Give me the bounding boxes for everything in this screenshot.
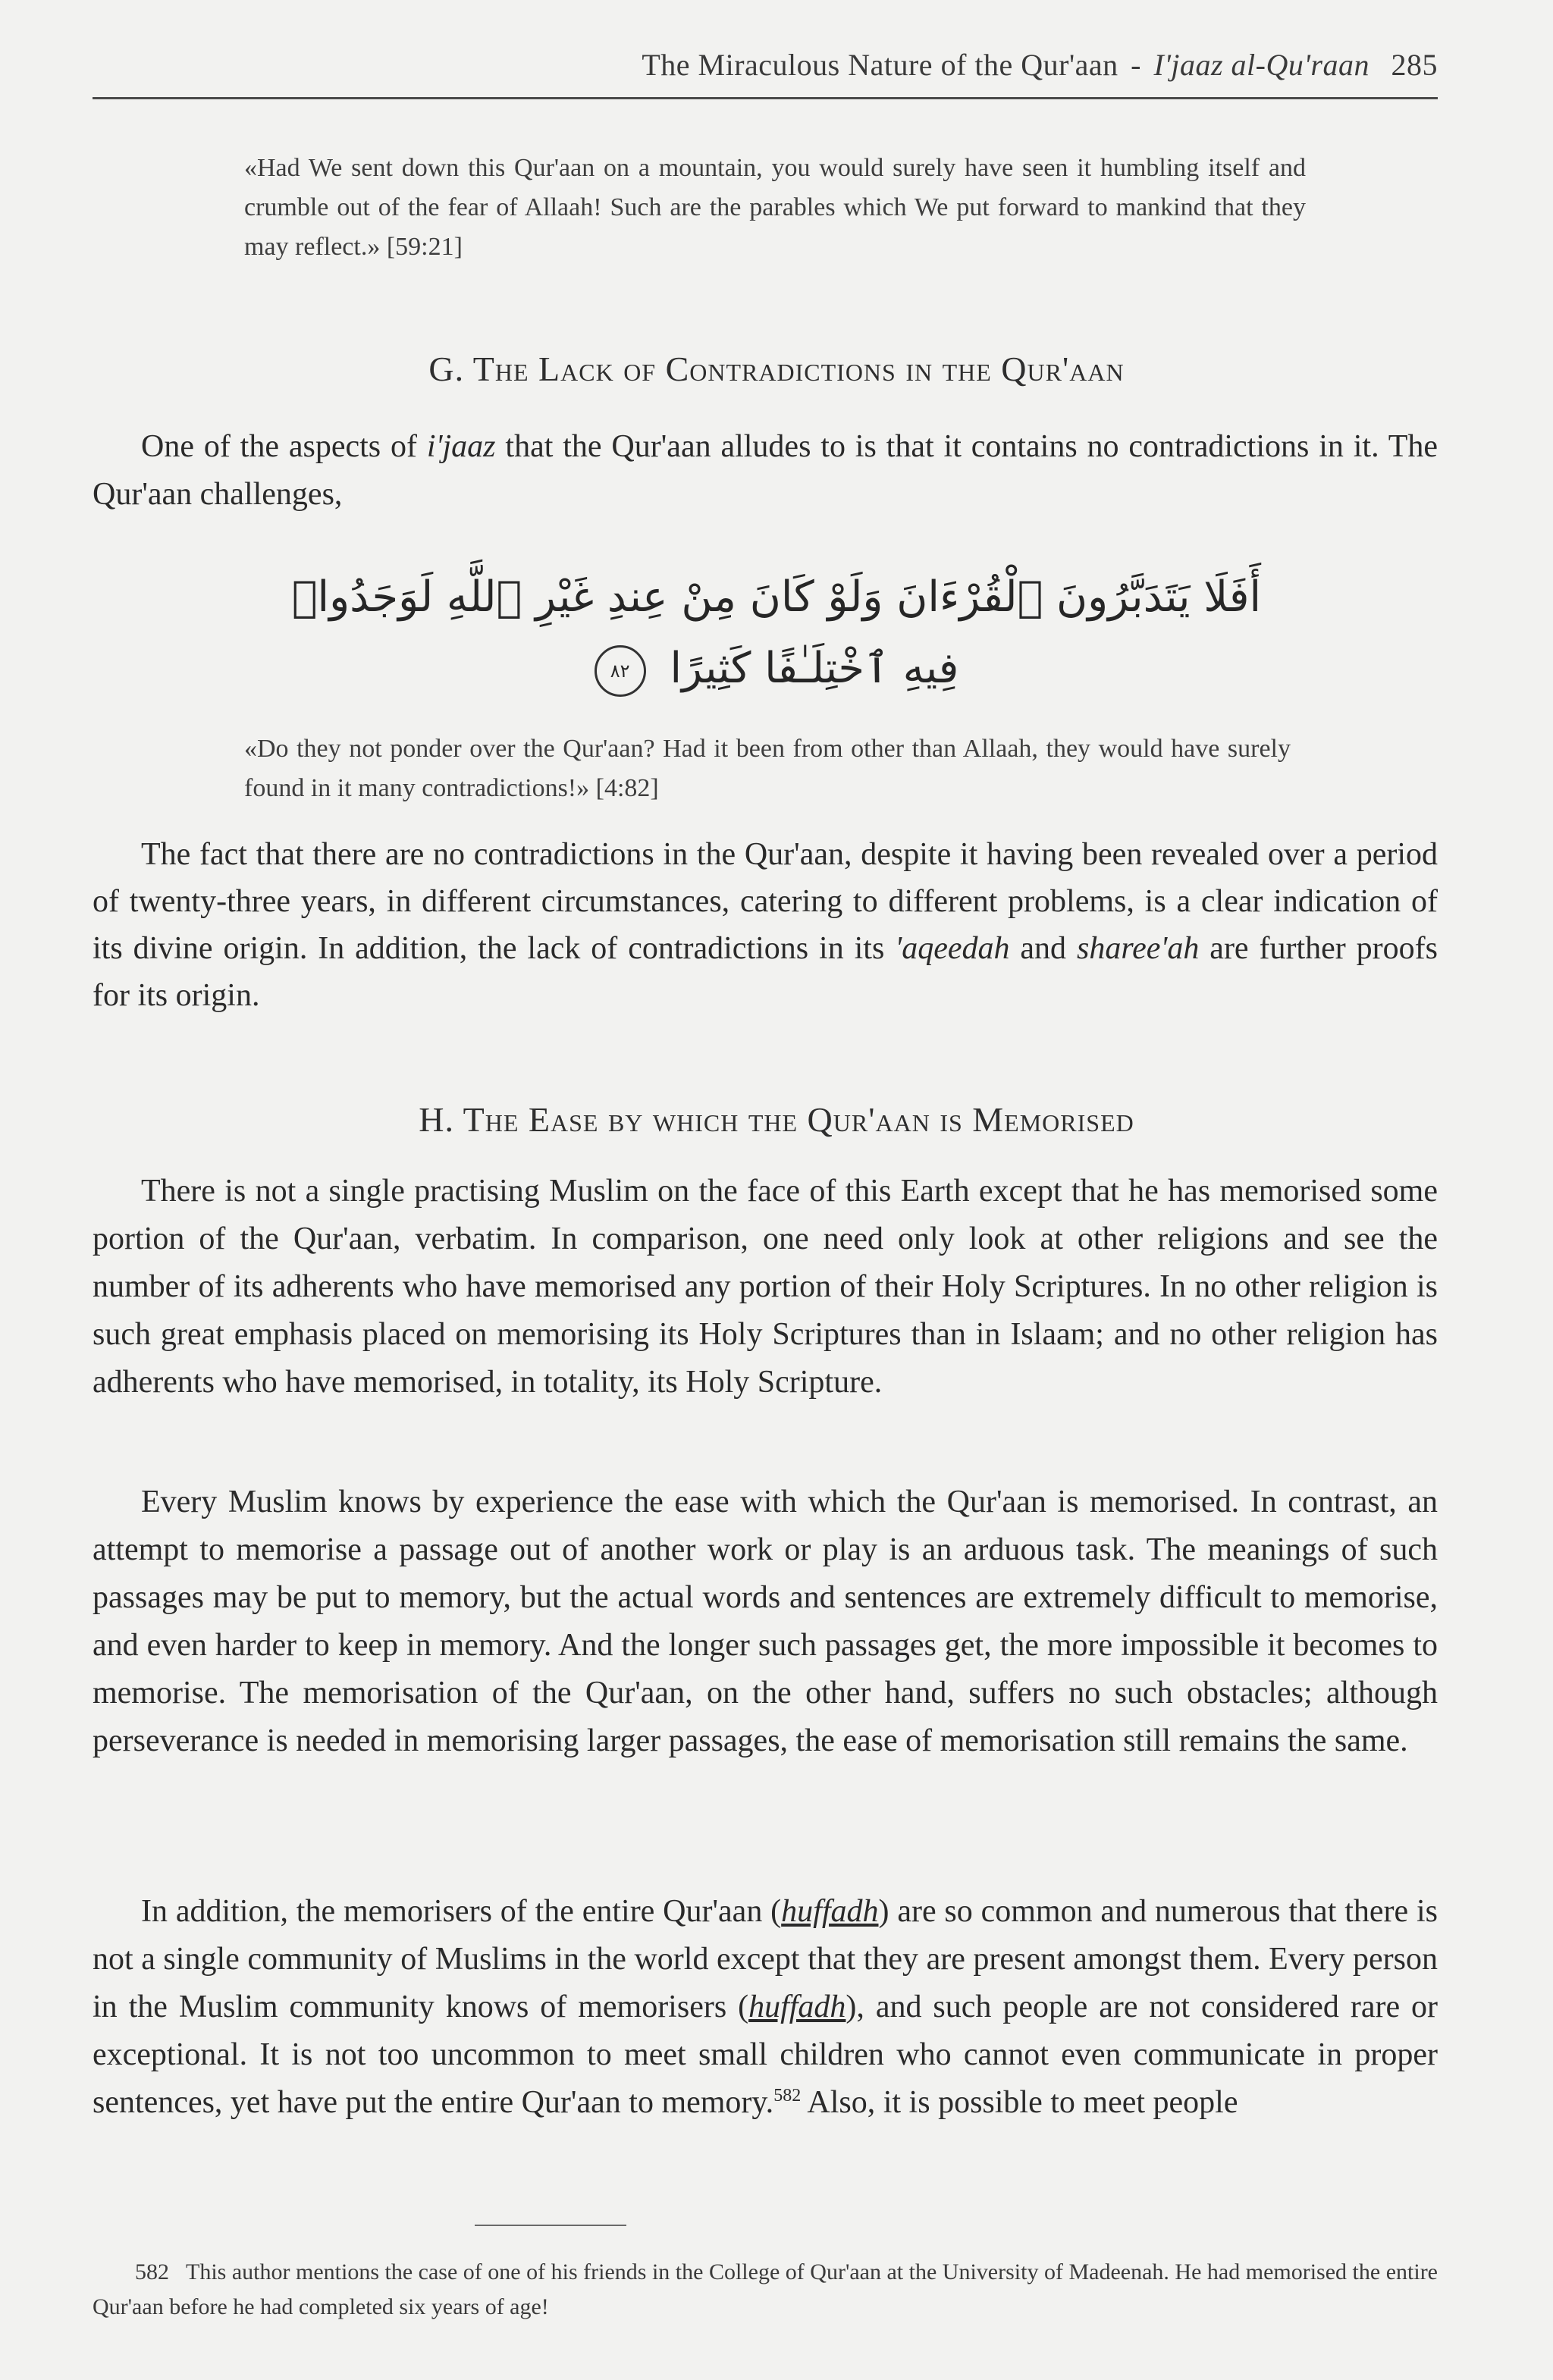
text-run: The fact that there are no contradictions in the Qur'aan, despite it having been revealed over a period of twenty-three years, in different circumstances, catering to different problems, is a clear indication of its divine origin. In addition, the lack of contradictions in its (93, 837, 1438, 966)
page-number: 285 (1391, 48, 1438, 82)
paragraph-contradictions-intro (93, 423, 1438, 519)
footnote-rule (475, 2225, 626, 2226)
quran-translation-59-21: «Had We sent down this Qur'aan on a mountain, you would surely have seen it humbling itself and crumble out of the fear of Allaah! Such are the parables which We put forward to mankind that they may reflect.» [59:21] (244, 154, 1306, 261)
term-huffadh: huffadh (748, 1990, 846, 2024)
text-run: In addition, the memorisers of the entire Qur'aan ( (141, 1894, 782, 1929)
arabic-verse-line-1: أَفَلَا يَتَدَبَّرُونَ ٱلْقُرْءَانَ وَلَوْ كَانَ مِنْ عِندِ غَيْرِ ٱللَّهِ لَوَجَدُوا۟ (291, 572, 1262, 622)
paragraph-memorisation-3 (93, 1888, 1438, 2127)
verse-number-marker: ٨٢ (595, 645, 646, 697)
text-run: ) are so common and numerous that there is not a single community of Muslims in the world except that they are present amongst them. Every person in the Muslim community knows of memorisers ( (93, 1894, 1438, 2024)
footnote-reference[interactable]: 582 (773, 2086, 802, 2106)
text-run: ), and such people are not considered rare or exceptional. It is not too uncommon to meet small children who cannot even communicate in proper sentences, yet have put the entire Qur'aan to memory. (93, 1990, 1438, 2120)
arabic-verse-line-2 (0, 632, 1553, 705)
term-ijaaz: i'jaaz (426, 429, 496, 464)
text-run: and (1009, 931, 1077, 966)
running-head-subtitle: I'jaaz al-Qu'raan (1153, 48, 1369, 82)
term-huffadh: huffadh (781, 1894, 879, 1929)
quran-translation-4-82: «Do they not ponder over the Qur'aan? Had it been from other than Allaah, they would have surely found in it many contradictions!» [4:82] (244, 735, 1291, 802)
section-heading-h: H. The Ease by which the Qur'aan is Memorised (419, 1100, 1134, 1139)
text-run: Also, it is possible to meet people (801, 2085, 1238, 2120)
text-run: are further proofs for its origin. (93, 931, 1438, 1013)
paragraph-memorisation-1: There is not a single practising Muslim on the face of this Earth except that he has memorised some portion of the Qur'aan, verbatim. In comparison, one need only look at other religions and see the number of its adherents who have memorised any portion of their Holy Scriptures. In no other religion is such great emphasis placed on memorising its Holy Scriptures than in Islaam; and no other religion has adherents who have memorised, in totality, its Holy Scripture. (93, 1174, 1438, 1400)
term-aqeedah: 'aqeedah (895, 931, 1010, 966)
footnote-number: 582 (135, 2259, 169, 2284)
footnote-text: This author mentions the case of one of his friends in the College of Qur'aan at the University of Madeenah. He had memorised the entire Qur'aan before he had completed six years of age! (93, 2259, 1438, 2319)
text-run: that the Qur'aan alludes to is that it contains no contradictions in it. The Qur'aan challenges, (93, 429, 1438, 512)
header-rule (93, 97, 1438, 99)
term-shareeah: sharee'ah (1076, 931, 1200, 966)
arabic-verse-text: فِيهِ ٱخْتِلَـٰفًا كَثِيرًا (670, 644, 959, 693)
section-heading-g: G. The Lack of Contradictions in the Qur'aan (428, 350, 1125, 388)
footnote-582 (93, 2255, 1438, 2325)
text-run: One of the aspects of (141, 429, 427, 464)
paragraph-memorisation-2: Every Muslim knows by experience the ease with which the Qur'aan is memorised. In contrast, an attempt to memorise a passage out of another work or play is an arduous task. The meanings of such passages may be put to memory, but the actual words and sentences are extremely difficult to memorise, and even harder to keep in memory. And the longer such passages get, the more impossible it becomes to memorise. The memorisation of the Qur'aan, on the other hand, suffers no such obstacles; although perseverance is needed in memorising larger passages, the ease of memorisation still remains the same. (93, 1485, 1438, 1758)
running-head (93, 47, 1438, 83)
running-head-title: The Miraculous Nature of the Qur'aan (642, 48, 1118, 82)
paragraph-no-contradictions (93, 831, 1438, 1019)
running-head-separator: - (1131, 48, 1141, 82)
